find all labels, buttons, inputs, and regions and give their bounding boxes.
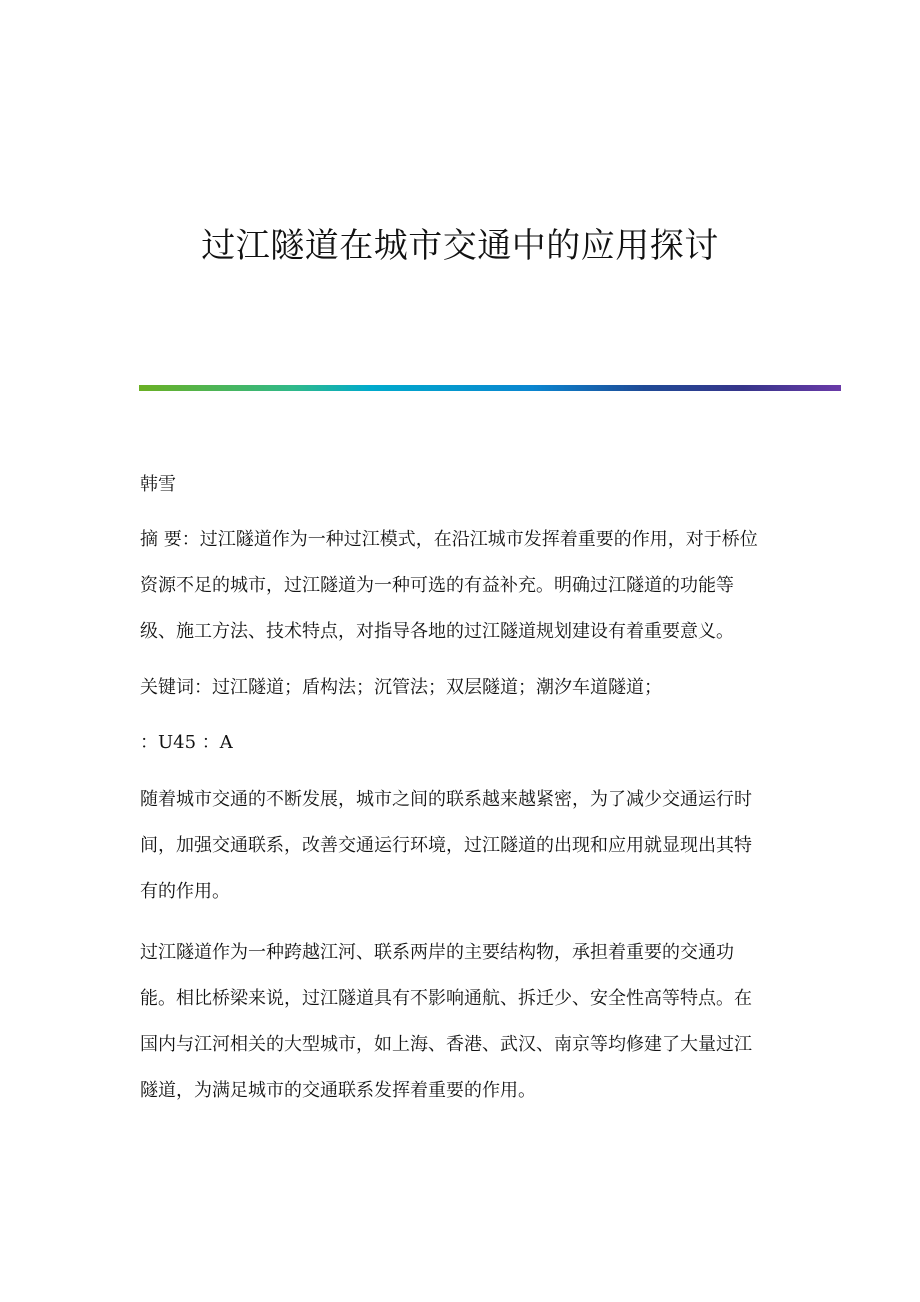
document-title: 过江隧道在城市交通中的应用探讨 xyxy=(201,226,719,266)
abstract-line: 资源不足的城市，过江隧道为一种可选的有益补充。明确过江隧道的功能等 xyxy=(140,575,734,596)
paragraph-line: 隧道，为满足城市的交通联系发挥着重要的作用。 xyxy=(140,1080,536,1101)
author: 韩雪 xyxy=(140,474,176,495)
abstract-line: 级、施工方法、技术特点，对指导各地的过江隧道规划建设有着重要意义。 xyxy=(140,621,734,642)
abstract-line: 摘 要：过江隧道作为一种过江模式，在沿江城市发挥着重要的作用，对于桥位 xyxy=(140,529,758,550)
gradient-divider xyxy=(139,385,841,391)
classification: ：U45 ：A xyxy=(140,732,233,753)
paragraph-line: 过江隧道作为一种跨越江河、联系两岸的主要结构物，承担着重要的交通功 xyxy=(140,942,734,963)
keywords: 关键词：过江隧道；盾构法；沉管法；双层隧道；潮汐车道隧道； xyxy=(140,677,662,698)
paragraph-line: 随着城市交通的不断发展，城市之间的联系越来越紧密，为了减少交通运行时 xyxy=(140,789,752,810)
paragraph-line: 国内与江河相关的大型城市，如上海、香港、武汉、南京等均修建了大量过江 xyxy=(140,1034,752,1055)
paragraph-line: 有的作用。 xyxy=(140,881,230,902)
paragraph-line: 能。相比桥梁来说，过江隧道具有不影响通航、拆迁少、安全性高等特点。在 xyxy=(140,988,752,1009)
paragraph-line: 间，加强交通联系，改善交通运行环境，过江隧道的出现和应用就显现出其特 xyxy=(140,835,752,856)
